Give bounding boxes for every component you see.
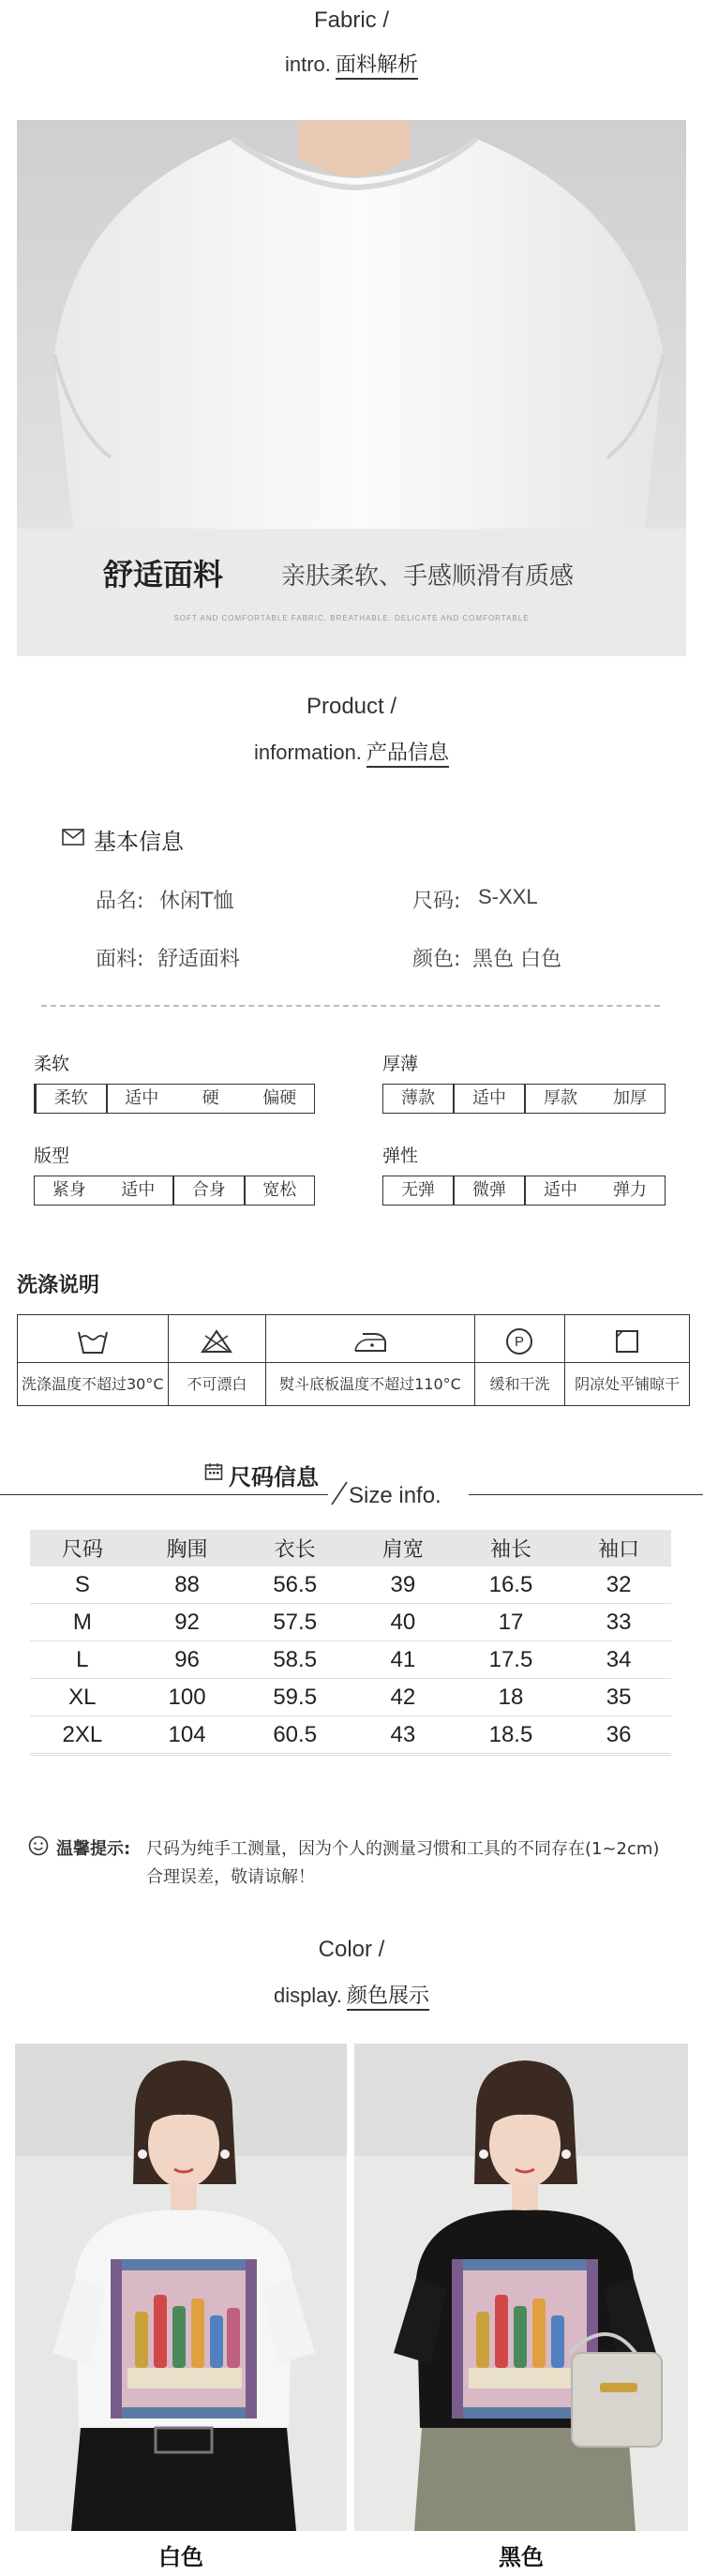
wash-cell bbox=[565, 1315, 689, 1405]
caption-white: 白色 bbox=[158, 2544, 203, 2570]
size-cell: 18.5 bbox=[456, 1716, 567, 1754]
wash-label: 缓和干洗 bbox=[475, 1362, 565, 1406]
banner-en: SOFT AND COMFORTABLE FABRIC, BREATHABLE, DELICATE AND COMFORTABLE bbox=[173, 614, 530, 622]
color-title-line2 bbox=[0, 1980, 703, 2009]
tip-line1: 尺码为纯手工测量，因为个人的测量习惯和工具的不同存在(1~2cm) bbox=[146, 1839, 660, 1859]
color-title-en1: Color / bbox=[318, 1937, 385, 1962]
elasticity-option: 适中 bbox=[544, 1180, 577, 1200]
size-cell: 96 bbox=[135, 1641, 240, 1679]
no-bleach-icon bbox=[169, 1325, 266, 1358]
size-cell: XL bbox=[30, 1679, 135, 1716]
fabric-title-line2 bbox=[0, 49, 703, 78]
iron-icon bbox=[266, 1325, 473, 1358]
fabric-label: 面料: bbox=[96, 948, 144, 971]
size-cell: 18 bbox=[456, 1679, 567, 1716]
wash-cell bbox=[169, 1315, 267, 1405]
size-table bbox=[30, 1530, 671, 1754]
size-table-header bbox=[30, 1530, 671, 1566]
product-title-en1: Product / bbox=[306, 694, 397, 719]
thickness-scale bbox=[382, 1084, 666, 1114]
softness-option: 硬 bbox=[202, 1088, 219, 1108]
size-cell: 39 bbox=[351, 1566, 456, 1604]
size-heading-en: Size info. bbox=[349, 1483, 441, 1508]
wash-label: 不可漂白 bbox=[169, 1362, 266, 1406]
softness-option: 偏硬 bbox=[262, 1088, 297, 1108]
fit-option: 紧身 bbox=[52, 1180, 86, 1200]
size-table-row bbox=[30, 1679, 671, 1716]
fabric-title-en2: intro. bbox=[284, 52, 331, 76]
prop-label-elasticity: 弹性 bbox=[382, 1146, 419, 1166]
thickness-option: 加厚 bbox=[613, 1088, 647, 1108]
size-table-row bbox=[30, 1641, 671, 1679]
thickness-option: 薄款 bbox=[401, 1088, 435, 1108]
size-heading-cn: 尺码信息 bbox=[229, 1464, 319, 1490]
size-line-left bbox=[0, 1494, 328, 1495]
size-header-cell: 衣长 bbox=[239, 1530, 351, 1566]
banner-title: 舒适面料 bbox=[103, 557, 224, 592]
elasticity-option-selected: 微弹 bbox=[453, 1176, 526, 1205]
size-cell: 59.5 bbox=[239, 1679, 351, 1716]
size-cell: 17.5 bbox=[456, 1641, 567, 1679]
color-label: 颜色: bbox=[412, 948, 461, 971]
size-cell: 88 bbox=[135, 1566, 240, 1604]
fit-option: 适中 bbox=[121, 1180, 156, 1200]
divider bbox=[41, 1005, 660, 1007]
size-cell: 33 bbox=[566, 1604, 671, 1641]
size-table-row bbox=[30, 1716, 671, 1754]
size-table-row bbox=[30, 1604, 671, 1641]
fit-scale bbox=[34, 1176, 315, 1206]
thickness-option: 厚款 bbox=[544, 1088, 577, 1108]
color-value: 黑色 白色 bbox=[472, 948, 561, 971]
wash-label: 阴凉处平铺晾干 bbox=[565, 1362, 689, 1406]
size-header-cell: 胸围 bbox=[135, 1530, 240, 1566]
wash-table bbox=[17, 1314, 690, 1406]
size-cell: 92 bbox=[135, 1604, 240, 1641]
smile-icon bbox=[28, 1835, 49, 1856]
prop-label-fit: 版型 bbox=[34, 1146, 70, 1166]
thickness-option-selected: 适中 bbox=[453, 1085, 526, 1113]
softness-scale bbox=[34, 1084, 315, 1114]
caption-black: 黑色 bbox=[499, 2544, 544, 2570]
name-label: 品名: bbox=[96, 890, 144, 913]
wash-cell bbox=[475, 1315, 566, 1405]
dry-flat-shade-icon bbox=[565, 1325, 689, 1358]
color-title-en2: display. bbox=[273, 1984, 342, 2007]
size-cell: M bbox=[30, 1604, 135, 1641]
fabric-photo bbox=[17, 120, 686, 529]
size-cell: 60.5 bbox=[239, 1716, 351, 1754]
size-cell: 35 bbox=[566, 1679, 671, 1716]
size-header-cell: 袖长 bbox=[456, 1530, 567, 1566]
color-title-cn: 颜色展示 bbox=[347, 1984, 429, 2011]
size-cell: 16.5 bbox=[456, 1566, 567, 1604]
model-photo-black bbox=[354, 2044, 688, 2531]
wash-label: 洗涤温度不超过30°C bbox=[18, 1362, 168, 1406]
fit-option-selected: 合身 bbox=[172, 1176, 246, 1205]
size-cell: S bbox=[30, 1566, 135, 1604]
size-cell: 56.5 bbox=[239, 1566, 351, 1604]
wash-tub-icon bbox=[18, 1325, 168, 1358]
size-cell: 100 bbox=[135, 1679, 240, 1716]
softness-option-selected: 柔软 bbox=[35, 1085, 108, 1113]
size-cell: 17 bbox=[456, 1604, 567, 1641]
size-cell: 57.5 bbox=[239, 1604, 351, 1641]
prop-label-softness: 柔软 bbox=[34, 1054, 70, 1074]
wash-cell bbox=[18, 1315, 169, 1405]
basic-info-heading: 基本信息 bbox=[94, 829, 184, 855]
elasticity-scale bbox=[382, 1176, 666, 1206]
product-title-cn: 产品信息 bbox=[366, 741, 449, 768]
envelope-icon bbox=[62, 829, 84, 846]
name-value: 休闲T恤 bbox=[159, 890, 234, 913]
size-line-right bbox=[469, 1494, 703, 1495]
softness-option: 适中 bbox=[125, 1088, 159, 1108]
size-cell: 41 bbox=[351, 1641, 456, 1679]
size-header-cell: 袖口 bbox=[566, 1530, 671, 1566]
size-table-row bbox=[30, 1566, 671, 1604]
size-value: S-XXL bbox=[478, 885, 538, 908]
size-cell: 104 bbox=[135, 1716, 240, 1754]
size-label: 尺码: bbox=[412, 890, 461, 913]
elasticity-option: 弹力 bbox=[613, 1180, 647, 1200]
calendar-icon bbox=[204, 1462, 223, 1481]
elasticity-option: 无弹 bbox=[401, 1180, 435, 1200]
size-cell: 43 bbox=[351, 1716, 456, 1754]
size-cell: 2XL bbox=[30, 1716, 135, 1754]
tip-label: 温馨提示: bbox=[56, 1839, 131, 1859]
size-cell: L bbox=[30, 1641, 135, 1679]
size-cell: 42 bbox=[351, 1679, 456, 1716]
product-title-en2: information. bbox=[253, 741, 362, 764]
product-title-line2 bbox=[0, 737, 703, 766]
wash-cell bbox=[266, 1315, 474, 1405]
svg-text:P: P bbox=[515, 1334, 525, 1350]
wash-heading: 洗涤说明 bbox=[17, 1274, 100, 1297]
fit-option: 宽松 bbox=[262, 1180, 297, 1200]
size-cell: 32 bbox=[566, 1566, 671, 1604]
size-cell: 36 bbox=[566, 1716, 671, 1754]
fabric-title-en1: Fabric / bbox=[313, 7, 389, 33]
tip-line2: 合理误差，敬请谅解！ bbox=[146, 1867, 315, 1887]
size-cell: 40 bbox=[351, 1604, 456, 1641]
size-table-bottom bbox=[30, 1755, 671, 1756]
size-slash bbox=[328, 1481, 351, 1505]
prop-label-thickness: 厚薄 bbox=[382, 1054, 419, 1074]
fabric-title-cn: 面料解析 bbox=[336, 53, 418, 80]
fabric-value: 舒适面料 bbox=[157, 948, 241, 971]
size-header-cell: 肩宽 bbox=[351, 1530, 456, 1566]
size-header-cell: 尺码 bbox=[30, 1530, 135, 1566]
size-cell: 34 bbox=[566, 1641, 671, 1679]
dry-clean-p-icon bbox=[475, 1325, 565, 1358]
model-photo-white bbox=[15, 2044, 347, 2531]
size-cell: 58.5 bbox=[239, 1641, 351, 1679]
wash-label: 熨斗底板温度不超过110°C bbox=[266, 1362, 473, 1406]
banner-subtitle: 亲肤柔软、手感顺滑有质感 bbox=[281, 562, 575, 591]
